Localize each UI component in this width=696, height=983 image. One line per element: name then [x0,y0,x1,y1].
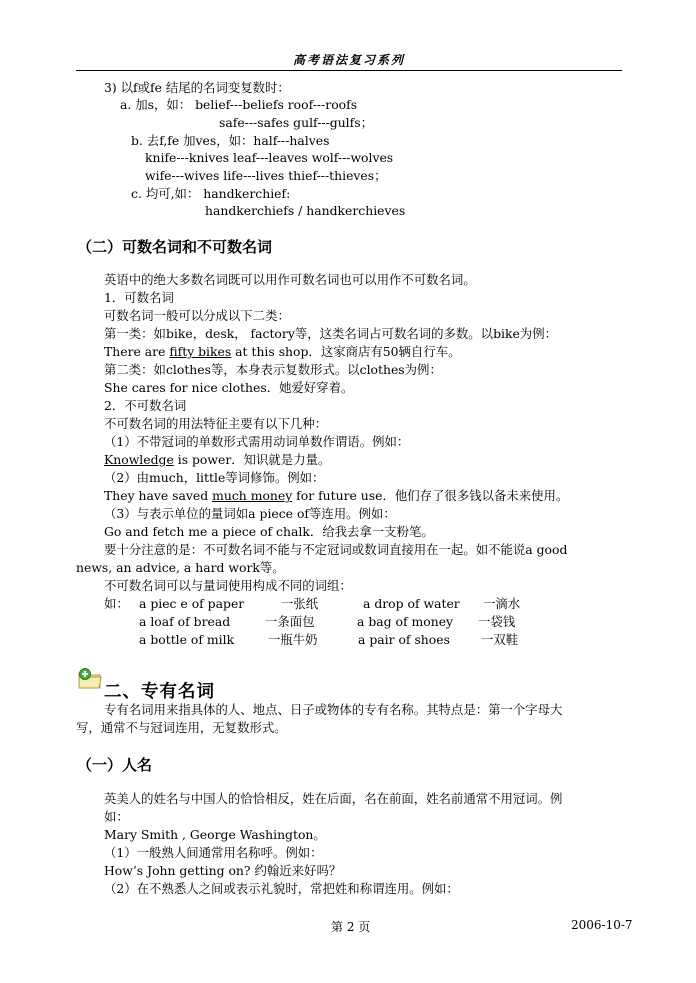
quantifier-zh: 一瓶牛奶 [268,632,318,647]
quantifier-en: a drop of water [363,596,460,611]
proper-desc-line1: 专有名词用来指具体的人、地点、日子或物体的专有名称。其特点是：第一个字母大 [104,702,563,717]
rule-c-ex: handkerchiefs / handkerchieves [205,203,406,218]
point3-example: Go and fetch me a piece of chalk．给我去拿一支粉笔。 [104,524,434,539]
point2: （2）由much，little等词修饰。例如： [104,470,325,485]
rule-b: b. 去f,fe 加ves，如：half---halves [131,133,330,148]
quantifier-prefix: 如： [104,596,129,611]
section-title-proper: 二、专有名词 [104,682,215,702]
type1-desc: 第一类：如bike，desk， factory等，这类名词占可数名词的多数。以bike为例： [104,326,557,341]
rule-b-ex1: knife---knives leaf---leaves wolf---wolves [145,150,394,165]
quantifier-en: a bag of money [357,614,454,629]
quantifier-en: a loaf of bread [139,614,231,629]
quantifier-en: a bottle of milk [139,632,235,647]
type1-example: There are fifty bikes at this shop．这家商店有50辆自行车。 [104,344,461,359]
names-example: Mary Smith , George Washington。 [104,827,326,842]
sub2-desc: 不可数名词的用法特征主要有以下几种： [104,416,328,431]
rule-a-cont: safe---safes gulf---gulfs； [219,115,373,130]
type2-example: She cares for nice clothes．她爱好穿着。 [104,380,354,395]
point2-example: They have saved much money for future use．他们存了很多钱以备未来使用。 [104,488,569,503]
type2-desc: 第二类：如clothes等，本身表示复数形式。以clothes为例： [104,362,442,377]
quantifier-zh: 一袋钱 [478,614,516,629]
rule-a: a. 加s，如： belief---beliefs roof---roofs [120,97,358,112]
countable-intro: 英语中的绝大多数名词既可以用作可数名词也可以用作不可数名词。 [104,272,476,287]
note-line1: 要十分注意的是：不可数名词不能与不定冠词或数词直接用在一起。如不能说a good [104,542,568,557]
quantifier-en: a pair of shoes [358,632,450,647]
page-header [76,48,622,71]
rule-3: 3) 以f或fe 结尾的名词变复数时： [104,80,290,95]
names-desc-line2: 如： [104,809,129,824]
sub2-title: 2．不可数名词 [104,398,187,413]
quantifier-zh: 一张纸 [281,596,319,611]
section-heading-names: （一）人名 [77,756,153,774]
point3: （3）与表示单位的量词如a piece of等连用。例如： [104,506,396,521]
names-point2: （2）在不熟悉人之间或表示礼貌时，常把姓和称谓连用。例如： [104,881,459,896]
folder-icon [77,667,103,691]
quantifier-zh: 一条面包 [265,614,315,629]
page-number: 第 2 页 [331,920,371,934]
rule-c: c. 均可,如： handkerchief: [131,186,291,201]
note-line2: news, an advice, a hard work等。 [76,560,285,575]
sub1-desc: 可数名词一般可以分成以下二类： [104,308,290,323]
names-point1: （1）一般熟人间通常用名称呼。例如： [104,845,323,860]
header-title: 高考语法复习系列 [292,53,405,67]
names-desc-line1: 英美人的姓名与中国人的恰恰相反，姓在后面，名在前面，姓名前通常不用冠词。例 [104,791,563,806]
quantifier-intro: 不可数名词可以与量词使用构成不同的词组： [104,578,352,593]
point1-example: Knowledge is power．知识就是力量。 [104,452,331,467]
quantifier-zh: 一滴水 [483,596,521,611]
names-point1-example: How’s John getting on? 约翰近来好吗？ [104,863,342,878]
rule-b-ex2: wife---wives life---lives thief---thieves； [145,168,387,183]
quantifier-zh: 一双鞋 [481,632,519,647]
proper-desc-line2: 写，通常不与冠词连用，无复数形式。 [76,720,287,735]
footer-date: 2006-10-7 [571,918,633,932]
quantifier-en: a piec e of paper [139,596,245,611]
section-heading-countable: （二）可数名词和不可数名词 [77,238,273,256]
point1: （1）不带冠词的单数形式需用动词单数作谓语。例如： [104,434,410,449]
sub1-title: 1．可数名词 [104,290,174,305]
